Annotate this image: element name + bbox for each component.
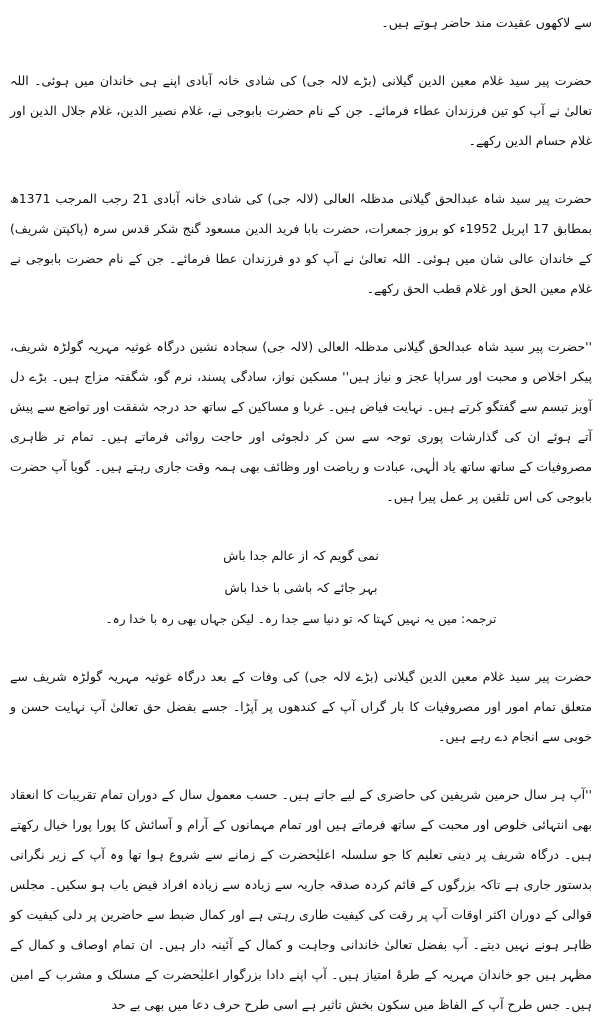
paragraph-character: ''حضرت پیر سید شاہ عبدالحق گیلانی مدظلہ العالی (لالہ جی) سجادہ نشین درگاہ غوثیہ مہریہ گولڑہ شریف، پیکر اخلاص و محبت اور سراپا عجز و نیاز ہیں'' مسکین نواز، سادگی پسند، نرم گو، شگفتہ مزاج ہیں۔ بڑے دل آویز تبسم سے گفتگو کرتے ہیں۔ نہایت فیاض ہیں۔ غربا و مساکین کے ساتھ حد درجہ شفقت اور تواضع سے پیش آتے ہوئے ان کی گذارشات پوری توجہ سے سن کر دلجوئی اور حاجت روائی فرماتے ہیں۔ تمام تر ظاہری مصروفیات کے ساتھ ساتھ یاد الٰہی، عبادت و ریاضت اور وظائف بھی ہمہ وقت جاری رہتے ہیں۔ گویا آپ حضرت بابوجی کی اس تلقین پر عمل پیرا ہیں۔ bbox=[10, 339, 592, 504]
paragraph-annual-visits: ''آپ ہر سال حرمین شریفین کی حاضری کے لیے جاتے ہیں۔ حسب معمول سال کے دوران تمام تقریبات کا انعقاد بھی انتہائی خلوص اور محبت کے ساتھ فرماتے ہیں اور تمام مہمانوں کے آرام و آسائش کا پورا پورا خیال رکھتے ہیں۔ درگاہ شریف پر دینی تعلیم کا جو سلسلہ اعلیٰحضرت کے زمانے سے شروع ہوا تھا وہ آپ کے زیر نگرانی بدستور جاری ہے تاکہ بزرگوں کے قائم کردہ صدقہ جاریہ سے زیادہ سے زیادہ افراد فیض یاب ہو سکیں۔ مجلس قوالی کے دوران اکثر اوقات آپ پر رقت کی کیفیت طاری رہتی ہے اور کمال ضبط سے حاضرین پر دلی کیفیت کو ظاہر ہونے نہیں دیتے۔ آپ بفضل تعالیٰ خاندانی وجاہت و کمال کے آئینہ دار ہیں۔ ان تمام اوصاف و کمال کے مظہر ہیں جو خاندان مہریہ کے طرۂ امتیاز ہیں۔ آپ اپنے دادا بزرگوار اعلیٰحضرت کے مسلک و مشرب کے امین ہیں۔ جس طرح آپ کے الفاظ میں سکون بخش تاثیر ہے اسی طرح حرف دعا میں بھی بے حد bbox=[10, 787, 592, 1012]
persian-couplet bbox=[10, 540, 592, 634]
paragraph-succession: حضرت پیر سید غلام معین الدین گیلانی (بڑے لالہ جی) کی وفات کے بعد درگاہ غوثیہ مہریہ گولڑہ شریف سے متعلق تمام امور اور مصروفیات کا بار گراں آپ کے کندھوں پر آپڑا۔ جسے بفضل حق تعالیٰ آپ نہایت حسن و خوبی سے انجام دے رہے ہیں۔ bbox=[10, 669, 592, 744]
intro-line: سے لاکھوں عقیدت مند حاضر ہوتے ہیں۔ bbox=[381, 15, 592, 30]
couplet-line-2: بہر جائے کہ باشی با خدا باش bbox=[224, 580, 378, 595]
paragraph-marriage-elder: حضرت پیر سید غلام معین الدین گیلانی (بڑے لالہ جی) کی شادی خانہ آبادی اپنے ہی خاندان میں ہوئی۔ اللہ تعالیٰ نے آپ کو تین فرزندان عطاء فرمائے۔ جن کے نام حضرت بابوجی نے، غلام نصیر الدین، غلام جلال الدین اور غلام حسام الدین رکھے۔ bbox=[10, 73, 592, 148]
paragraph-marriage-lala-ji: حضرت پیر سید شاہ عبدالحق گیلانی مدظلہ العالی (لالہ جی) کی شادی خانہ آبادی 21 رجب المرجب 1371ھ بمطابق 17 اپریل 1952ء کو بروز جمعرات، حضرت بابا فرید الدین مسعود گنج شکر قدس سرہ (پاکپتن شریف) کے خاندان عالی شان میں ہوئی۔ اللہ تعالیٰ نے آپ کو دو فرزندان عطا فرمائے۔ جن کے نام حضرت بابوجی نے غلام معین الحق اور غلام قطب الحق رکھے۔ bbox=[10, 191, 592, 296]
couplet-translation: ترجمہ: میں یہ نہیں کہتا کہ تو دنیا سے جدا رہ۔ لیکن جہاں بھی رہ با خدا رہ۔ bbox=[105, 612, 497, 626]
couplet-line-1: نمی گویم کہ از عالم جدا باش bbox=[223, 548, 379, 563]
